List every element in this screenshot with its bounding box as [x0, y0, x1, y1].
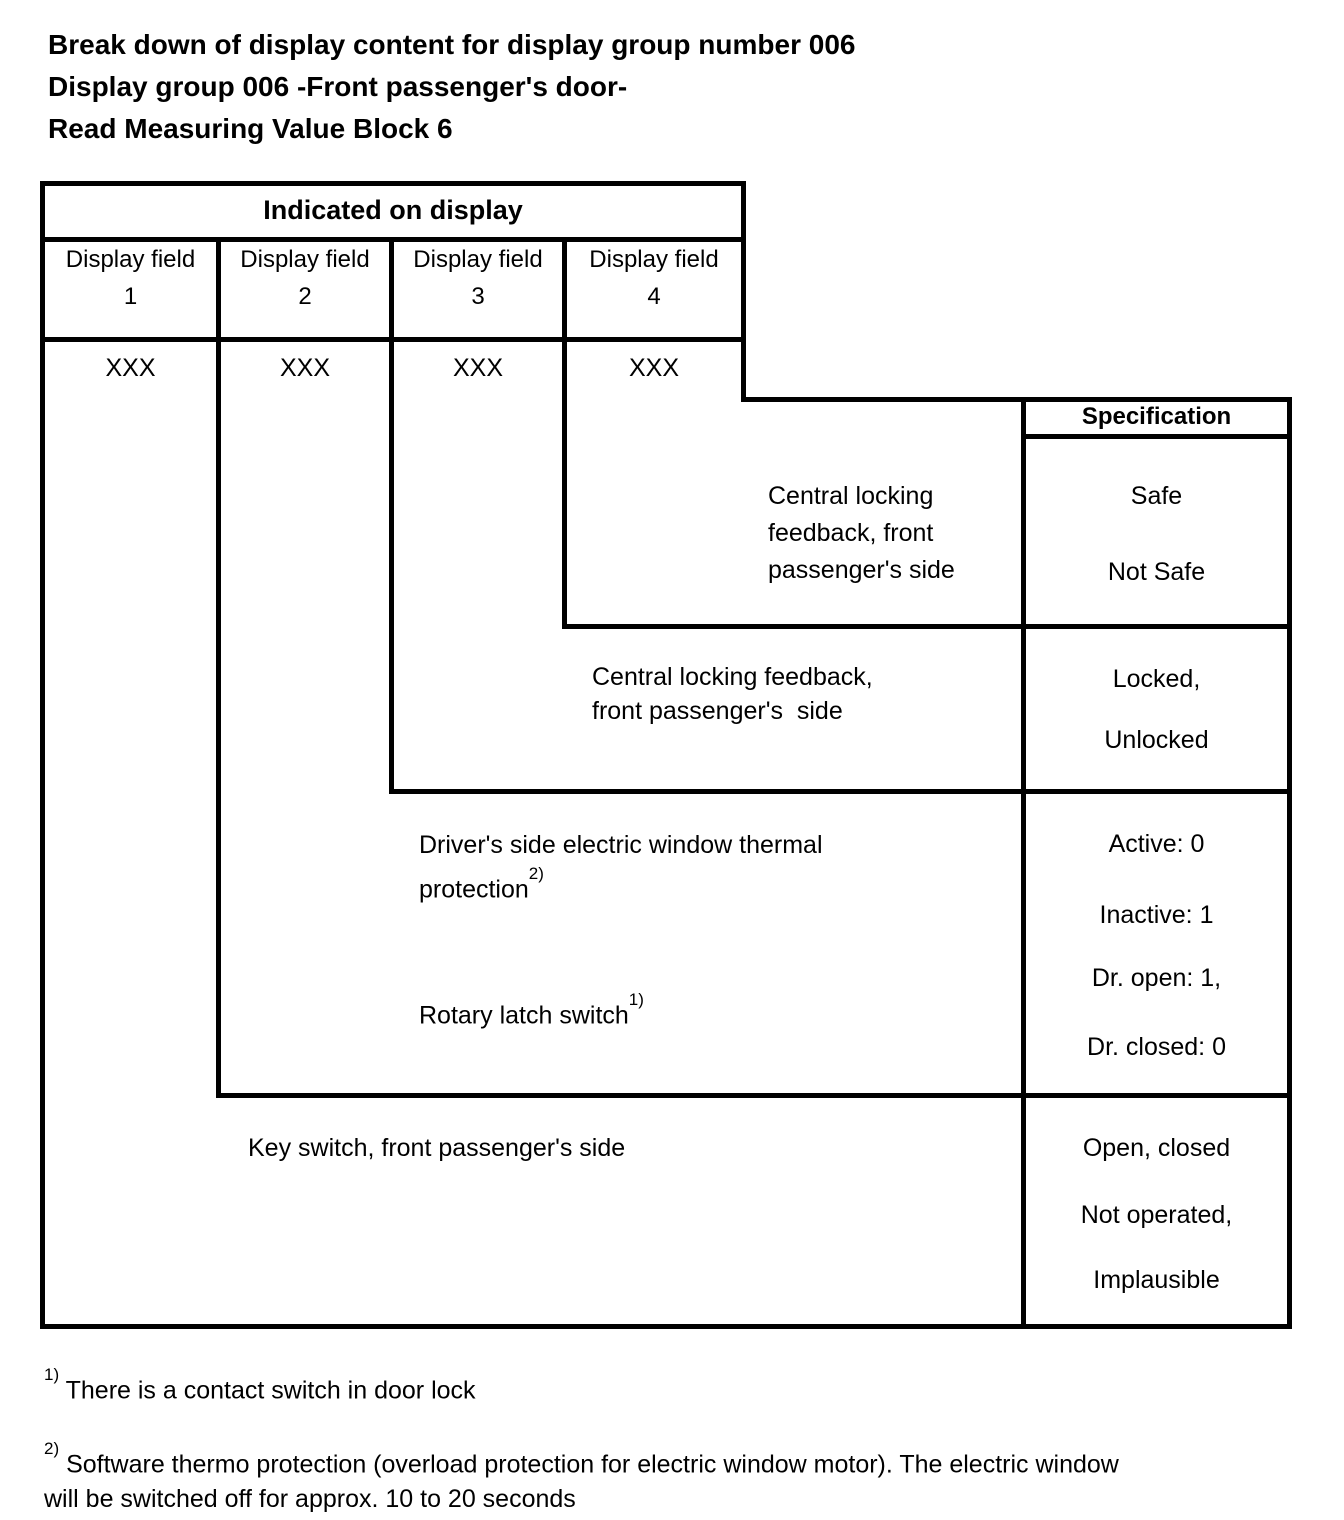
field-header-label-1: Display field	[65, 246, 196, 273]
row-field3-label-line2: front passenger's side	[592, 697, 843, 725]
display-box-right-border	[741, 181, 746, 402]
footnote-2-line2: will be switched off for approx. 10 to 20 seconds	[44, 1485, 576, 1514]
field-value-cell-1: XXX	[105, 354, 156, 382]
row-field2-thermal-line2: protection$^{2)}$	[419, 864, 544, 904]
spec-value-unlocked: Unlocked	[1104, 726, 1209, 754]
title-line-2: Display group 006 -Front passenger's door-	[48, 71, 628, 102]
row-field4-label-line2: feedback, front	[768, 519, 934, 547]
footnote-2	[44, 1440, 1264, 1517]
spec-value-safe: Safe	[1130, 482, 1183, 510]
field-value-cell-4: XXX	[628, 354, 680, 382]
outer-border-bottom	[40, 1324, 1292, 1329]
field-value-cell-3: XXX	[452, 354, 504, 382]
spec-value-active: Active: 0	[1108, 830, 1205, 858]
row-field4-label-line1: Central locking	[768, 482, 934, 510]
footnote-ref-2: 2)	[528, 864, 544, 883]
field-header-cell-1	[45, 241, 216, 315]
field-header-number-4: 4	[647, 283, 661, 310]
spec-value-open-closed: Open, closed	[1082, 1134, 1231, 1162]
row-field4-label-line3: passenger's side	[768, 556, 955, 584]
spec-value-dr-closed: Dr. closed: 0	[1087, 1033, 1226, 1061]
spec-column-right-border	[1287, 397, 1292, 1329]
spec-column-left-border	[1021, 397, 1026, 1329]
field-header-number-1: 1	[123, 283, 138, 310]
field-header-number-3: 3	[471, 283, 485, 310]
spec-value-inactive: Inactive: 1	[1099, 901, 1214, 929]
row-field2-rotary-label: Rotary latch switch$^{1)}$	[419, 990, 644, 1030]
row-divider-field4-field3	[562, 624, 1292, 629]
field4-step-line	[741, 397, 1292, 402]
row-divider-field2-field1	[216, 1093, 1292, 1098]
outer-border-top	[40, 181, 746, 186]
outer-border-left	[40, 181, 45, 1329]
spec-value-dr-open: Dr. open: 1,	[1091, 964, 1222, 992]
title-line-1: Break down of display content for display group number 006	[48, 29, 856, 60]
spec-value-not-operated: Not operated,	[1080, 1201, 1233, 1229]
field-header-cell-3	[394, 241, 562, 315]
row-field2-thermal-line1: Driver's side electric window thermal	[419, 831, 823, 859]
spec-value-not-safe: Not Safe	[1107, 558, 1206, 586]
footnote-1	[44, 1366, 476, 1408]
spec-header-underline	[1021, 434, 1292, 439]
spec-value-implausible: Implausible	[1093, 1266, 1220, 1294]
row-field3-label	[592, 660, 873, 728]
spec-header: Specification	[1081, 403, 1232, 430]
row-field3-label-line1: Central locking feedback,	[592, 663, 873, 691]
title-line-3: Read Measuring Value Block 6	[48, 113, 453, 144]
field-header-cell-2	[221, 241, 389, 315]
page-title	[48, 24, 855, 150]
row-field2-thermal-label	[419, 826, 823, 908]
field-header-cell-4	[567, 241, 741, 315]
footnote-2-marker: 2)	[44, 1439, 60, 1458]
field-header-number-2: 2	[298, 283, 312, 310]
footnote-1-marker: 1)	[44, 1365, 60, 1384]
row-field4-label	[768, 478, 955, 589]
field-header-label-2: Display field	[240, 246, 370, 273]
field-value-cell-2: XXX	[279, 354, 331, 382]
spec-value-locked: Locked,	[1112, 665, 1201, 693]
footnote-1-text: There is a contact switch in door lock	[65, 1376, 476, 1405]
display-header: Indicated on display	[263, 195, 523, 225]
field-header-label-3: Display field	[413, 246, 543, 273]
footnote-ref-1: 1)	[628, 990, 644, 1009]
field-divider-2-3	[389, 237, 394, 794]
row-divider-field3-field2	[389, 789, 1292, 794]
row-field1-label: Key switch, front passenger's side	[248, 1134, 626, 1162]
field-header-label-4: Display field	[589, 246, 719, 273]
footnote-2-line1: $^{2)}$ Software thermo protection (overload protection for electric window motor). The electric window	[44, 1439, 1119, 1479]
